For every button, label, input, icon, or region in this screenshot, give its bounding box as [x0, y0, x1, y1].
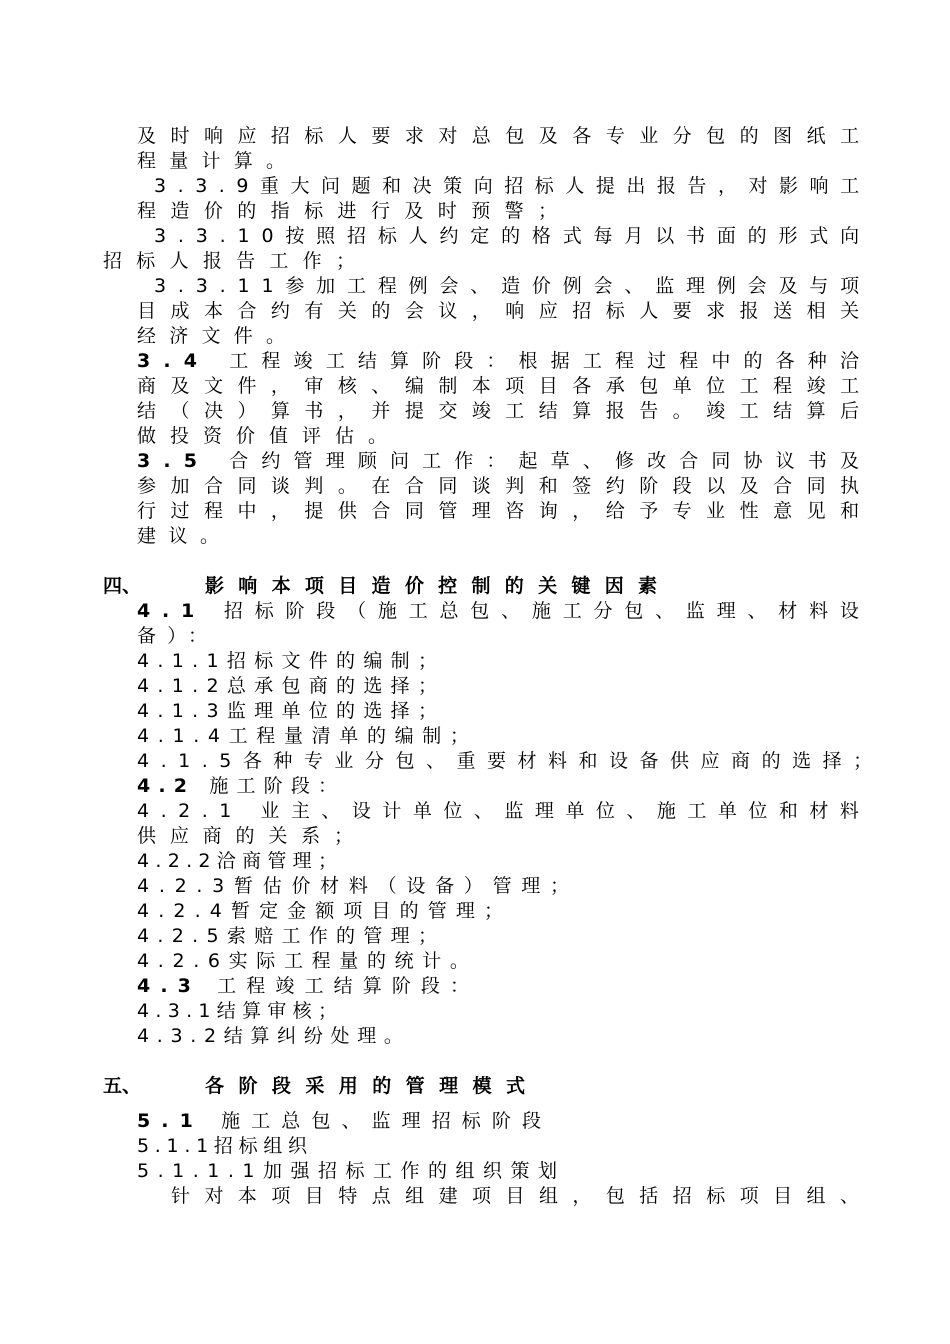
item-number: 4.2 — [137, 775, 196, 797]
section-number: 五、 — [103, 1075, 142, 1097]
line-text: 4.1.2总承包商的选择； — [137, 675, 446, 697]
line-text: 4.2.6实际工程量的统计。 — [137, 950, 478, 972]
text-line — [137, 974, 479, 999]
text-line — [137, 499, 874, 524]
line-text: 合约管理顾问工作：起草、修改合同协议书及 — [229, 450, 873, 472]
text-line — [137, 299, 874, 324]
text-line — [137, 449, 872, 474]
line-text: 程造价的指标进行及时预警； — [137, 200, 572, 222]
line-text: 影响本项目造价控制的关键因素 — [205, 575, 672, 597]
line-text: 4.1.5各种专业分包、重要材料和设备供应商的选择； — [137, 750, 884, 772]
line-text: 3.3.9重大问题和决策向招标人提出报告，对影响工 — [154, 175, 871, 197]
line-text: 结（决）算书，并提交竣工结算报告。竣工结算后 — [137, 400, 874, 422]
line-text: 招标阶段（施工总包、施工分包、监理、材料设 — [223, 600, 871, 622]
text-line — [137, 624, 218, 649]
text-line — [137, 874, 579, 899]
text-line — [154, 224, 871, 249]
text-line — [137, 824, 367, 849]
text-line — [137, 124, 874, 149]
line-text: 及时响应招标人要求对总包及各专业分包的图纸工 — [137, 125, 874, 147]
line-text: 5.1.1招标组织 — [137, 1135, 313, 1157]
line-text: 4.2.1 业主、设计单位、监理单位、施工单位和材料 — [137, 800, 871, 822]
line-text: 4.1.3监理单位的选择； — [137, 700, 446, 722]
text-line — [137, 899, 512, 924]
line-text: 做投资价值评估。 — [137, 425, 402, 447]
item-number: 4.1 — [137, 600, 207, 622]
section-number: 四、 — [103, 575, 142, 597]
text-line — [137, 674, 445, 699]
text-line — [137, 599, 871, 624]
item-number: 5.1 — [137, 1110, 204, 1132]
text-line — [137, 1109, 552, 1134]
text-line — [137, 374, 874, 399]
text-line — [137, 324, 298, 349]
text-line — [137, 424, 401, 449]
line-text: 4.2.4暂定金额项目的管理； — [137, 900, 513, 922]
text-line — [137, 399, 874, 424]
item-number: 3.4 — [137, 350, 211, 372]
line-text: 程量计算。 — [137, 150, 299, 172]
text-line — [137, 999, 343, 1024]
text-line — [137, 1024, 411, 1049]
line-text: 工程竣工结算阶段：根据工程过程中的各种洽 — [229, 350, 873, 372]
text-line — [103, 249, 369, 274]
text-line — [137, 749, 884, 774]
item-number: 4.3 — [137, 975, 201, 997]
line-text: 4.2.3暂估价材料（设备）管理； — [137, 875, 579, 897]
text-line — [137, 799, 870, 824]
line-text: 商及文件，审核、编制本项目各承包单位工程竣工 — [137, 375, 874, 397]
line-text: 4.1.1招标文件的编制； — [137, 650, 446, 672]
line-text: 3.3.11参加工程例会、造价例会、监理例会及与项 — [154, 275, 871, 297]
text-line — [137, 949, 478, 974]
line-text: 5.1.1.1加强招标工作的组织策划 — [137, 1160, 566, 1182]
text-line — [137, 149, 298, 174]
line-text: 4.3.2结算纠纷处理。 — [137, 1025, 411, 1047]
line-text: 招标人报告工作； — [103, 250, 370, 272]
text-line — [137, 774, 345, 799]
line-text: 目成本合约有关的会议，响应招标人要求报送相关 — [137, 300, 874, 322]
text-line — [137, 699, 445, 724]
section-heading — [205, 1074, 539, 1099]
line-text: 各阶段采用的管理模式 — [205, 1075, 540, 1097]
text-line — [137, 649, 445, 674]
line-text: 4.2.2洽商管理； — [137, 850, 344, 872]
line-text: 工程竣工结算阶段： — [217, 975, 480, 997]
line-text: 4.2.5索赔工作的管理； — [137, 925, 446, 947]
line-text: 施工总包、监理招标阶段 — [221, 1110, 553, 1132]
text-line — [137, 1159, 565, 1184]
line-text: 施工阶段： — [209, 775, 346, 797]
text-line — [137, 924, 445, 949]
text-line — [154, 174, 871, 199]
line-text: 4.1.4工程量清单的编制； — [137, 725, 478, 747]
text-line — [137, 524, 231, 549]
text-line — [137, 349, 872, 374]
line-text: 建议。 — [137, 525, 232, 547]
line-text: 经济文件。 — [137, 325, 299, 347]
line-text: 针对本项目特点组建项目组，包括招标项目组、 — [171, 1185, 874, 1207]
line-text: 4.3.1结算审核； — [137, 1000, 344, 1022]
line-text: 参加合同谈判。在合同谈判和签约阶段以及合同执 — [137, 475, 874, 497]
text-line — [137, 1134, 313, 1159]
line-text: 供应商的关系； — [137, 825, 367, 847]
line-text: 3.3.10按照招标人约定的格式每月以书面的形式向 — [154, 225, 871, 247]
text-line — [137, 724, 478, 749]
text-line — [154, 274, 871, 299]
text-line — [171, 1184, 873, 1209]
line-text: 行过程中，提供合同管理咨询，给予专业性意见和 — [137, 500, 874, 522]
section-heading — [205, 574, 671, 599]
text-line — [137, 849, 343, 874]
text-line — [137, 199, 571, 224]
text-line — [137, 474, 874, 499]
item-number: 3.5 — [137, 450, 211, 472]
line-text: 备）： — [137, 625, 219, 647]
